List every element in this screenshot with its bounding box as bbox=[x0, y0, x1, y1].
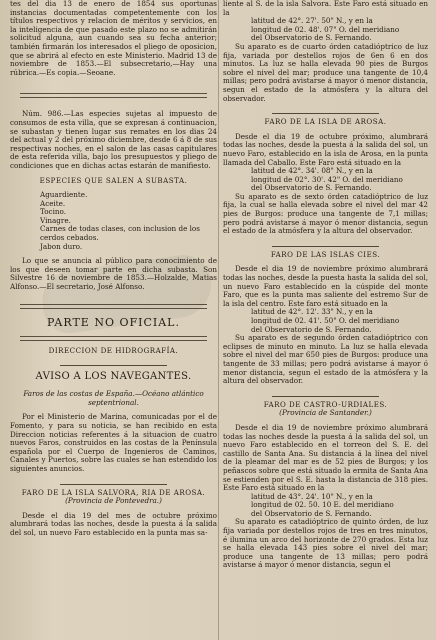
especies-footer: Lo que se anuncia al público para conocimiento de los que deseen tomar parte en dicha subasta. Son Silvestre 16 de noviembre de 1853.—Holzalde, Matias Alfonso.—El secretario, José Alfonso. bbox=[10, 256, 217, 292]
list-item: Vinagre. bbox=[40, 215, 71, 225]
coordinates-cies bbox=[251, 308, 428, 334]
direccion-heading: DIRECCION DE HIDROGRAFÍA. bbox=[48, 345, 179, 355]
especies-list bbox=[10, 191, 217, 251]
coordinate-line: longitud de 02. 41'. 50" O. del meridiano bbox=[251, 316, 400, 325]
list-item: Tocino. bbox=[40, 207, 67, 217]
short-rule bbox=[272, 113, 379, 114]
coordinate-line: longitud de 02°. 30'. 42" O. del meridiano bbox=[251, 174, 403, 184]
salvora-paragraph: Desde el dia 19 del mes de octubre próximo alumbrará todas las noches, desde la puesta á la salida del sol, un nuevo Faro establecido en la punta mas sa- bbox=[10, 510, 217, 537]
section-double-rule bbox=[20, 336, 207, 341]
column-divider bbox=[218, 0, 219, 640]
list-item: Aguardiente. bbox=[40, 190, 88, 200]
short-rule bbox=[60, 484, 168, 485]
cies-paragraph: Desde el dia 19 de noviembre próximo alumbrará todas las noches, desde la puesta hasta la salida del sol, un nuevo Faro establecido en la cúspide del monte Faro, que es la punta mas saliente del estremo Sur de la isla del centro. Este faro está situado en la bbox=[223, 264, 428, 308]
coordinate-line: longitud de 02. 48'. 07" O. del meridiano bbox=[251, 24, 400, 34]
coordinate-line: latitud de 42°. 12'. 33" N., y en la bbox=[251, 307, 373, 317]
coordinate-line: del Observatorio de S. Fernando. bbox=[251, 33, 372, 43]
salvora-heading: FARO DE LA ISLA SALVORA, RIA DE AROSA. bbox=[21, 487, 206, 497]
list-item: Carnes de todas clases, con inclusion de los cerdos cebados. bbox=[40, 224, 200, 243]
coordinate-line: latitud de 43°. 24'. 10" N., y en la bbox=[251, 491, 373, 501]
especies-heading: ESPECIES QUE SALEN A SUBASTA. bbox=[39, 175, 188, 185]
coordinate-line: del Observatorio de S. Fernando. bbox=[251, 324, 372, 334]
faros-subheading: Faros de las costas de España.—Océano atlántico septentrional. bbox=[23, 389, 204, 407]
aviso-paragraph: Por el Ministerio de Marina, comunicadas por el de Fomento, y para su noticia, se han recibido en esta Direccion noticias referentes á la situacion de cuatro nuevos Faros, construidos en las costas de la Península española por el Cuerpo de Ingenieros de Caminos, Canales y Puertos, sobre las cuales se han estendido los siguientes anuncios. bbox=[10, 412, 217, 473]
right-top-paragraph: liente al S. de la isla Salvora. Este Faro está situado en la bbox=[223, 0, 428, 17]
castro-heading: FARO DE CASTRO-URDIALES. bbox=[263, 399, 388, 409]
cies-details: Su aparato es de segundo órden catadióptrico con eclipses de minuto en minuto. La luz se halla elevada sobre el nivel del mar 650 pies de Burgos: produce una tangente de 33 millas; pero podrá avistarse á mayor ó menor distancia, segun el estado de la atmósfera y la altura del observador. bbox=[223, 333, 428, 386]
salvora-province: (Provincia de Pontevedra.) bbox=[65, 496, 162, 506]
short-rule bbox=[272, 246, 379, 247]
aviso-heading: AVISO A LOS NAVEGANTES. bbox=[35, 371, 192, 383]
section-double-rule bbox=[20, 304, 207, 309]
num-986-paragraph: Núm. 986.—Las especies sujetas al impuesto de consumos de esta villa, que se expresan á continuacion, se subastan y tienen lugar sus remates en los dias 24 del actual y 2 del próximo diciembre, desde 6 á 8 de sus respectivas noches, en el salon de las casas capitulares de esta referida villa, bajo los presupuestos y pliego de condiciones que en dichas actas estarán de manifiesto. bbox=[10, 109, 217, 170]
short-rule bbox=[272, 396, 379, 397]
castro-paragraph: Desde el dia 19 de noviembre próximo alumbrará todas las noches desde la puesta á la salida del sol, un nuevo Faro establecido en el torreon del S. E. del castillo de Santa Ana. Su distancia á la línea del nivel de la pleamar del mar es de 52 pies de Burgos; y los peñascos sobre que está situado la ermita de Santa Ana se estienden por el S. E. hasta la distancia de 318 pies. Este Faro está situado en la bbox=[223, 422, 428, 493]
short-rule bbox=[60, 365, 168, 366]
coordinate-line: latitud de 42°. 34'. 08" N., y en la bbox=[251, 166, 373, 176]
salvora-details: Su aparato es de cuarto órden catadióptrico de luz fija, variada por destellos rojos de 6en 6 en dos minutos. La luz se halla elevada 90 pies de Burgos sobre el nivel del mar; produce una tangente de 10,4 millas; pero podrá avistarse á mayor ó menor distancia, segun el estado de la atmósfera y la altura del observador. bbox=[223, 41, 428, 103]
arosa-details: Su aparato es de sexto órden catadióptrico de luz fija, la cual se halla elevada sobre el nivel del mar 42 pies de Burgos: produce una tangente de 7,1 millas; pero podrá avistarse á mayor ó menor distancia, segun el estado de la atmósfera y la altura del observador. bbox=[223, 191, 428, 236]
arosa-heading: FARO DE LA ISLA DE AROSA. bbox=[264, 117, 387, 127]
coordinates-arosa bbox=[251, 167, 428, 193]
left-column bbox=[10, 0, 217, 538]
parte-no-oficial-heading: PARTE NO OFICIAL. bbox=[47, 315, 180, 329]
arosa-paragraph: Desde el dia 19 de octubre próximo, alumbrará todas las noches, desde la puesta á la salida del sol, un nuevo Faro, establecido en la isla de Arosa, en la punta llamada del Caballo. Este Faro está situado en la bbox=[223, 131, 428, 167]
left-top-paragraph: tes del dia 13 de enero de 1854 sus oportunas instancias documentadas competentemente con los títulos respectivos y relacion de méritos y servicios, en la inteligencia de que pasado este plazo no se admitirán solicitud alguna, aun cuando sea su fecha anterior; también firmarán los interesados el pliego de oposicion, que se abrirá al efecto en este Ministerio. Madrid 13 de noviembre de 1853.—El subsecretario,—Hay una rúbrica.—Es copia.—Seoane. bbox=[10, 0, 217, 77]
list-item: Aceite. bbox=[40, 198, 66, 208]
coordinate-line: del Observatorio de S. Fernando. bbox=[251, 508, 372, 518]
cies-heading: FARO DE LAS ISLAS CIES. bbox=[270, 249, 381, 259]
coordinates-salvora bbox=[251, 17, 428, 43]
coordinate-line: longitud de 02. 50. 10 E. del meridiano bbox=[251, 500, 394, 510]
right-column bbox=[223, 0, 428, 570]
list-item: Jabon duro. bbox=[40, 241, 83, 251]
section-double-rule bbox=[20, 93, 207, 98]
coordinates-castro bbox=[251, 493, 428, 519]
castro-details: Su aparato es catadióptrico de quinto órden, de luz fija variada por destellos rojos de tres en tres minutos, é ilumina un arco del horizonte de 270 grados. Esta luz se halla elevada 143 pies sobre el nivel del mar; produce una tangente de 13 millas; pero podrá avistarse á mayor ó menor distancia, segun el bbox=[223, 517, 428, 570]
castro-province: (Provincia de Santander.) bbox=[279, 408, 372, 418]
coordinate-line: latitud de 42°. 27'. 50" N., y en la bbox=[251, 16, 373, 26]
coordinate-line: del Observatorio de S. Fernando. bbox=[251, 183, 372, 193]
